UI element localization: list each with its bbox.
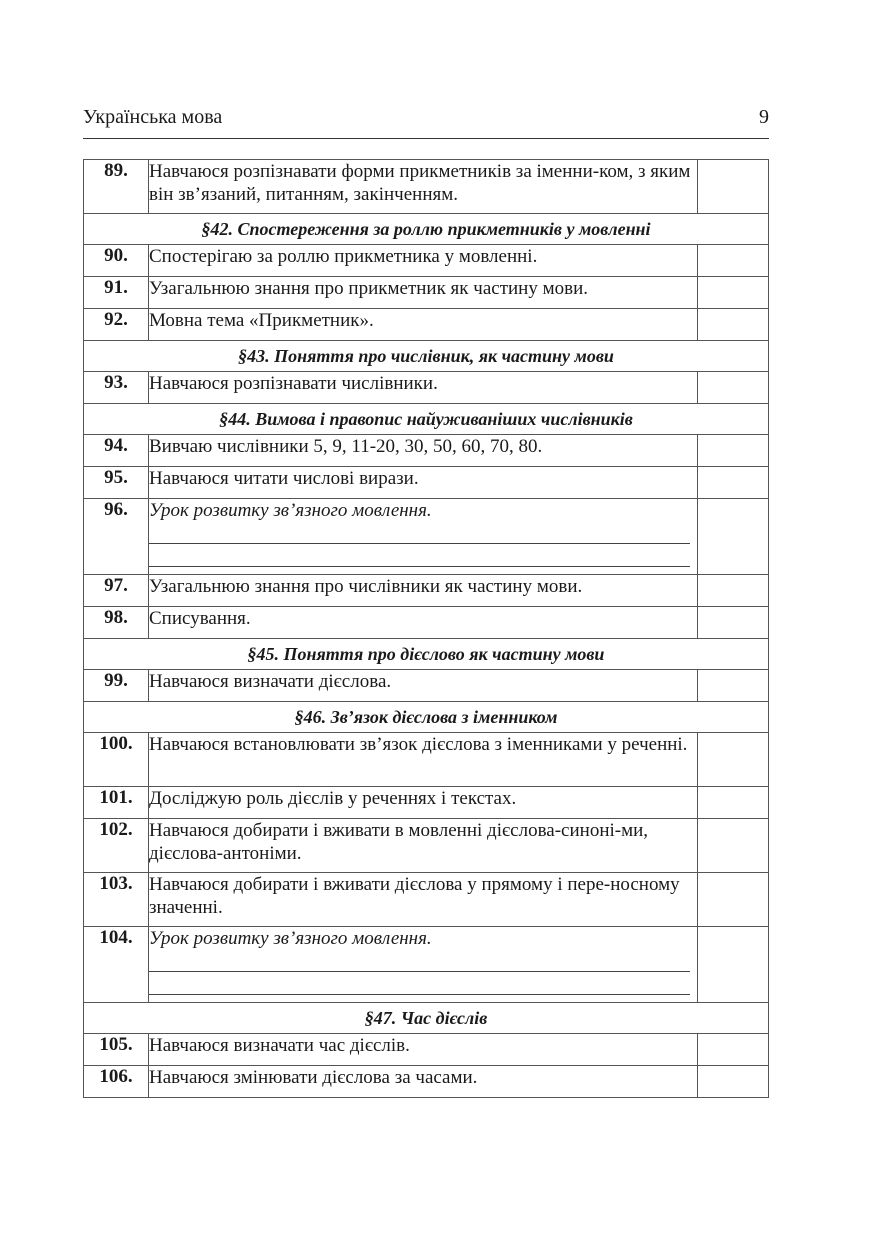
row-topic-lesson [149, 927, 698, 1003]
section-title: §44. Вимова і правопис найуживаніших числівників [84, 404, 769, 435]
page-header [83, 106, 769, 139]
row-topic: Досліджую роль дієслів у реченнях і текстах. [149, 787, 698, 819]
row-number: 94. [84, 435, 149, 467]
table-row [84, 575, 769, 607]
section-title: §43. Поняття про числівник, як частину мови [84, 341, 769, 372]
row-topic: Узагальнюю знання про прикметник як частину мови. [149, 277, 698, 309]
table-row [84, 1034, 769, 1066]
row-topic: Спостерігаю за роллю прикметника у мовленні. [149, 245, 698, 277]
row-topic: Навчаюся визначати дієслова. [149, 670, 698, 702]
row-topic: Навчаюся встановлювати зв’язок дієслова з іменниками у реченні. [149, 733, 698, 787]
row-topic: Навчаюся визначати час дієслів. [149, 1034, 698, 1066]
table-row [84, 670, 769, 702]
section-row [84, 702, 769, 733]
table-row [84, 927, 769, 1003]
row-number: 95. [84, 467, 149, 499]
table-row [84, 245, 769, 277]
row-mark-cell [698, 435, 769, 467]
section-row [84, 639, 769, 670]
table-row [84, 733, 769, 787]
writing-line [149, 971, 690, 972]
row-topic: Мовна тема «Прикметник». [149, 309, 698, 341]
lesson-plan-table [83, 159, 769, 1098]
table-row [84, 309, 769, 341]
table-row [84, 819, 769, 873]
table-row [84, 372, 769, 404]
row-topic: Навчаюся змінювати дієслова за часами. [149, 1066, 698, 1098]
row-topic: Узагальнюю знання про числівники як частину мови. [149, 575, 698, 607]
row-number: 89. [84, 160, 149, 214]
row-mark-cell [698, 499, 769, 575]
row-mark-cell [698, 670, 769, 702]
section-title: §42. Спостереження за роллю прикметників у мовленні [84, 214, 769, 245]
row-mark-cell [698, 1066, 769, 1098]
row-topic: Вивчаю числівники 5, 9, 11-20, 30, 50, 60, 70, 80. [149, 435, 698, 467]
row-topic-lesson [149, 499, 698, 575]
row-mark-cell [698, 245, 769, 277]
writing-line [149, 543, 690, 544]
row-topic: Списування. [149, 607, 698, 639]
section-row [84, 341, 769, 372]
row-mark-cell [698, 787, 769, 819]
row-mark-cell [698, 372, 769, 404]
row-mark-cell [698, 1034, 769, 1066]
row-mark-cell [698, 819, 769, 873]
row-topic: Навчаюся добирати і вживати в мовленні дієслова-синоні-ми, дієслова-антоніми. [149, 819, 698, 873]
section-title: §46. Зв’язок дієслова з іменником [84, 702, 769, 733]
row-topic: Навчаюся розпізнавати числівники. [149, 372, 698, 404]
section-row [84, 404, 769, 435]
section-row [84, 1003, 769, 1034]
table-row [84, 787, 769, 819]
row-number: 99. [84, 670, 149, 702]
writing-line [149, 994, 690, 995]
row-mark-cell [698, 607, 769, 639]
table-row [84, 277, 769, 309]
row-mark-cell [698, 467, 769, 499]
row-mark-cell [698, 160, 769, 214]
row-mark-cell [698, 277, 769, 309]
row-mark-cell [698, 873, 769, 927]
row-number: 98. [84, 607, 149, 639]
row-number: 105. [84, 1034, 149, 1066]
table-row [84, 873, 769, 927]
row-mark-cell [698, 733, 769, 787]
table-row [84, 499, 769, 575]
row-number: 90. [84, 245, 149, 277]
page-title: Українська мова [83, 106, 223, 128]
row-mark-cell [698, 309, 769, 341]
section-title: §45. Поняття про дієслово як частину мови [84, 639, 769, 670]
row-number: 102. [84, 819, 149, 873]
page-number: 9 [759, 106, 769, 128]
table-row [84, 467, 769, 499]
section-row [84, 214, 769, 245]
table-row [84, 160, 769, 214]
row-number: 93. [84, 372, 149, 404]
row-mark-cell [698, 575, 769, 607]
lesson-title: Урок розвитку зв’язного мовлення. [149, 500, 432, 521]
row-mark-cell [698, 927, 769, 1003]
table-row [84, 607, 769, 639]
row-number: 101. [84, 787, 149, 819]
section-title: §47. Час дієслів [84, 1003, 769, 1034]
table-row [84, 435, 769, 467]
lesson-title: Урок розвитку зв’язного мовлення. [149, 928, 432, 949]
row-number: 97. [84, 575, 149, 607]
row-number: 96. [84, 499, 149, 575]
row-number: 106. [84, 1066, 149, 1098]
table-row [84, 1066, 769, 1098]
writing-line [149, 566, 690, 567]
row-number: 103. [84, 873, 149, 927]
row-topic: Навчаюся читати числові вирази. [149, 467, 698, 499]
row-number: 104. [84, 927, 149, 1003]
row-number: 92. [84, 309, 149, 341]
row-topic: Навчаюся добирати і вживати дієслова у прямому і пере-носному значенні. [149, 873, 698, 927]
row-number: 100. [84, 733, 149, 787]
row-topic: Навчаюся розпізнавати форми прикметників за іменни-ком, з яким він зв’язаний, питанням, закінченням. [149, 160, 698, 214]
row-number: 91. [84, 277, 149, 309]
